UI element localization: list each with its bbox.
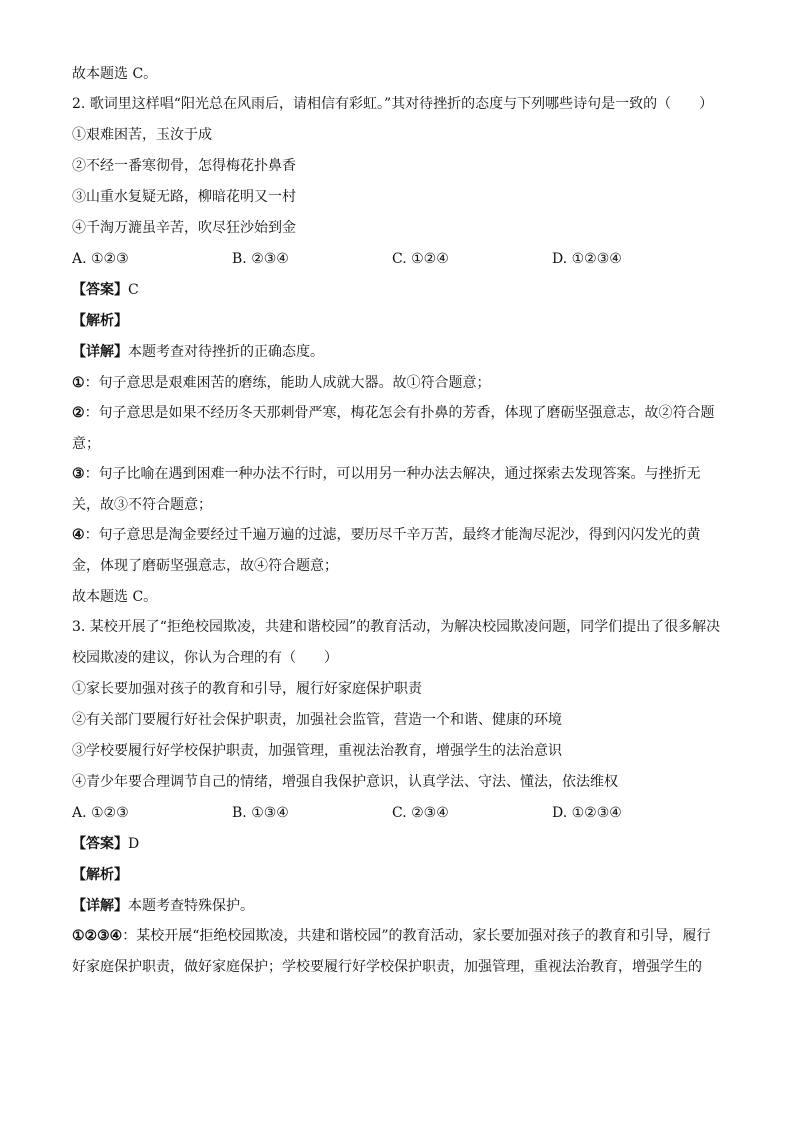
analysis-tag: 【解析】	[72, 313, 128, 329]
question-3-answer	[72, 834, 724, 854]
detail-text: 本题考查对待挫折的正确态度。	[128, 344, 324, 360]
question-2-conclusion: 故本题选 C。	[72, 589, 158, 605]
answer-value: D	[128, 836, 140, 852]
question-3-analysis-tag	[72, 865, 724, 885]
explanation-number: ④	[72, 527, 85, 543]
analysis-tag: 【解析】	[72, 867, 128, 883]
question-2-option-d: D. ①②③④	[552, 251, 622, 267]
question-2-option-b: B. ②③④	[232, 251, 289, 267]
explanation-text: ：句子意思是如果不经历冬天那刺骨严寒，梅花怎会有扑鼻的芳香，体现了磨砺坚强意志，故②符合题意；	[72, 405, 715, 452]
question-3-stem: 3. 某校开展了“拒绝校园欺凌，共建和谐校园”的教育活动，为解决校园欺凌问题，同学们提出了很多解决校园欺凌的建议，你认为合理的有（ ）	[72, 619, 721, 666]
question-3-option-c: C. ②③④	[392, 805, 449, 821]
question-3-item-2: ②有关部门要履行好社会保护职责，加强社会监管，营造一个和谐、健康的环境	[72, 712, 562, 728]
question-2-option-c: C. ①②④	[392, 251, 449, 267]
answer-tag: 【答案】	[72, 282, 128, 298]
question-3-option-b: B. ①③④	[232, 805, 289, 821]
question-3-option-a: A. ①②③	[72, 805, 129, 821]
explanation-number: ①	[72, 375, 85, 391]
question-2-item-1: ①艰难困苦，玉汝于成	[72, 127, 212, 143]
question-2-item-4: ④千淘万漉虽辛苦，吹尽狂沙始到金	[72, 220, 296, 236]
question-2-explanation-4	[72, 520, 724, 582]
question-2-explanation-1	[72, 373, 724, 393]
question-3-item-4: ④青少年要合理调节自己的情绪，增强自我保护意识，认真学法、守法、懂法，依法维权	[72, 774, 618, 790]
question-2-answer	[72, 280, 724, 300]
previous-conclusion: 故本题选 C。	[72, 66, 158, 82]
question-2-explanation-3	[72, 459, 724, 521]
detail-tag: 【详解】	[72, 344, 128, 360]
question-3-item-3: ③学校要履行好学校保护职责，加强管理，重视法治教育，增强学生的法治意识	[72, 743, 562, 759]
question-3-item-1: ①家长要加强对孩子的教育和引导，履行好家庭保护职责	[72, 681, 422, 697]
explanation-text: ：某校开展“拒绝校园欺凌，共建和谐校园”的教育活动，家长要加强对孩子的教育和引导，履行好家庭保护职责，做好家庭保护；学校要履行好学校保护职责，加强管理，重视法治教育，增强学生的	[72, 928, 711, 975]
question-2-item-2: ②不经一番寒彻骨，怎得梅花扑鼻香	[72, 158, 296, 174]
answer-tag: 【答案】	[72, 836, 128, 852]
explanation-text: ：句子意思是艰难困苦的磨练，能助人成就大器。故①符合题意；	[84, 375, 491, 391]
question-3-options	[72, 803, 712, 823]
question-2-explanation-2	[72, 398, 724, 460]
answer-value: C	[128, 282, 139, 298]
question-3-detail	[72, 896, 724, 916]
document-page	[72, 64, 724, 988]
question-2-options	[72, 249, 712, 269]
explanation-number: ②	[72, 405, 85, 421]
question-2-detail	[72, 342, 724, 362]
question-3-explanation-1	[72, 921, 724, 983]
question-2-stem: 2. 歌词里这样唱“阳光总在风雨后，请相信有彩虹。”其对待挫折的态度与下列哪些诗句是一致的（ ）	[72, 96, 714, 112]
question-3-option-d: D. ①②③④	[552, 805, 622, 821]
detail-text: 本题考查特殊保护。	[128, 898, 254, 914]
detail-tag: 【详解】	[72, 898, 128, 914]
explanation-number: ①②③④	[72, 928, 123, 944]
question-2-item-3: ③山重水复疑无路，柳暗花明又一村	[72, 189, 296, 205]
explanation-text: ：句子比喻在遇到困难一种办法不行时，可以用另一种办法去解决，通过探索去发现答案。与挫折无关，故③不符合题意；	[72, 466, 701, 513]
question-2-analysis-tag	[72, 311, 724, 331]
explanation-text: ：句子意思是淘金要经过千遍万遍的过滤，要历尽千辛万苦，最终才能淘尽泥沙，得到闪闪发光的黄金，体现了磨砺坚强意志，故④符合题意；	[72, 527, 701, 574]
question-2-option-a: A. ①②③	[72, 251, 129, 267]
explanation-number: ③	[72, 466, 85, 482]
